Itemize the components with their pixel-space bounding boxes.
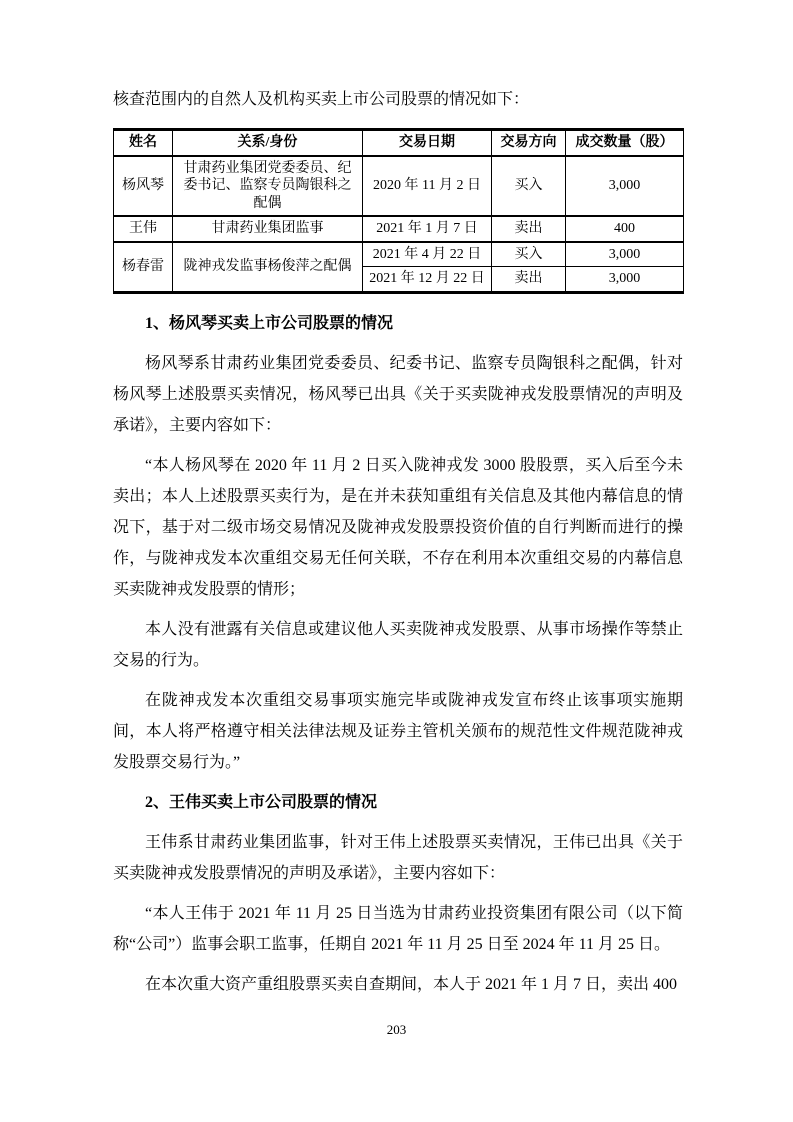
cell-quantity: 3,000 — [566, 156, 684, 217]
cell-name: 杨风琴 — [114, 156, 173, 217]
section-2-heading: 2、王伟买卖上市公司股票的情况 — [145, 793, 378, 811]
section-1-paragraph: 在陇神戎发本次重组交易事项实施完毕或陇神戎发宣布终止该事项实施期间，本人将严格遵守相关法律法规及证券主管机关颁布的规范性文件规范陇神戎发股票交易行为。” — [113, 691, 683, 771]
table-row — [114, 242, 684, 267]
intro-text: 核查范围内的自然人及机构买卖上市公司股票的情况如下： — [113, 91, 530, 108]
cell-quantity: 3,000 — [566, 267, 684, 293]
table-row — [114, 216, 684, 242]
cell-name: 王伟 — [114, 216, 173, 242]
cell-date: 2020 年 11 月 2 日 — [363, 156, 492, 217]
col-header-direction: 交易方向 — [492, 130, 566, 156]
cell-quantity: 3,000 — [566, 242, 684, 267]
section-2-paragraph: 王伟系甘肃药业集团监事，针对王伟上述股票买卖情况，王伟已出具《关于买卖陇神戎发股票情况的声明及承诺》，主要内容如下： — [113, 833, 683, 882]
col-header-relation: 关系/身份 — [173, 130, 363, 156]
stock-trading-table — [113, 128, 684, 294]
table-row — [114, 156, 684, 217]
table-header-row — [114, 130, 684, 156]
col-header-name: 姓名 — [114, 130, 173, 156]
col-header-date: 交易日期 — [363, 130, 492, 156]
section-1-paragraph: 本人没有泄露有关信息或建议他人买卖陇神戎发股票、从事市场操作等禁止交易的行为。 — [113, 620, 683, 669]
section-2-paragraph: “本人王伟于 2021 年 11 月 25 日当选为甘肃药业投资集团有限公司（以下简称“公司”）监事会职工监事，任期自 2021 年 11 月 25 日至 2024 年 11 月 25 日。 — [113, 904, 683, 953]
col-header-quantity: 成交数量（股） — [566, 130, 684, 156]
section-1-paragraph: 杨风琴系甘肃药业集团党委委员、纪委书记、监察专员陶银科之配偶，针对杨风琴上述股票买卖情况，杨风琴已出具《关于买卖陇神戎发股票情况的声明及承诺》，主要内容如下： — [113, 354, 683, 434]
cell-quantity: 400 — [566, 216, 684, 242]
cell-date: 2021 年 4 月 22 日 — [363, 242, 492, 267]
section-2-paragraph: 在本次重大资产重组股票买卖自查期间，本人于 2021 年 1 月 7 日，卖出 400 — [145, 975, 678, 993]
cell-date: 2021 年 1 月 7 日 — [363, 216, 492, 242]
cell-relation: 甘肃药业集团监事 — [173, 216, 363, 242]
cell-relation: 陇神戎发监事杨俊萍之配偶 — [173, 242, 363, 293]
cell-direction: 卖出 — [492, 267, 566, 293]
cell-date: 2021 年 12 月 22 日 — [363, 267, 492, 293]
section-1-paragraph: “本人杨风琴在 2020 年 11 月 2 日买入陇神戎发 3000 股股票，买入后至今未卖出；本人上述股票买卖行为，是在并未获知重组有关信息及其他内幕信息的情况下，基于对二级市场交易情况及陇神戎发股票投资价值的自行判断而进行的操作，与陇神戎发本次重组交易无任何关联，不存在利用本次重组交易的内幕信息买卖陇神戎发股票的情形； — [113, 456, 683, 598]
cell-relation: 甘肃药业集团党委委员、纪委书记、监察专员陶银科之配偶 — [173, 156, 363, 217]
cell-direction: 买入 — [492, 242, 566, 267]
cell-direction: 卖出 — [492, 216, 566, 242]
page-number: 203 — [386, 1022, 407, 1037]
cell-direction: 买入 — [492, 156, 566, 217]
section-1-heading: 1、杨风琴买卖上市公司股票的情况 — [145, 314, 394, 332]
cell-name: 杨春雷 — [114, 242, 173, 293]
